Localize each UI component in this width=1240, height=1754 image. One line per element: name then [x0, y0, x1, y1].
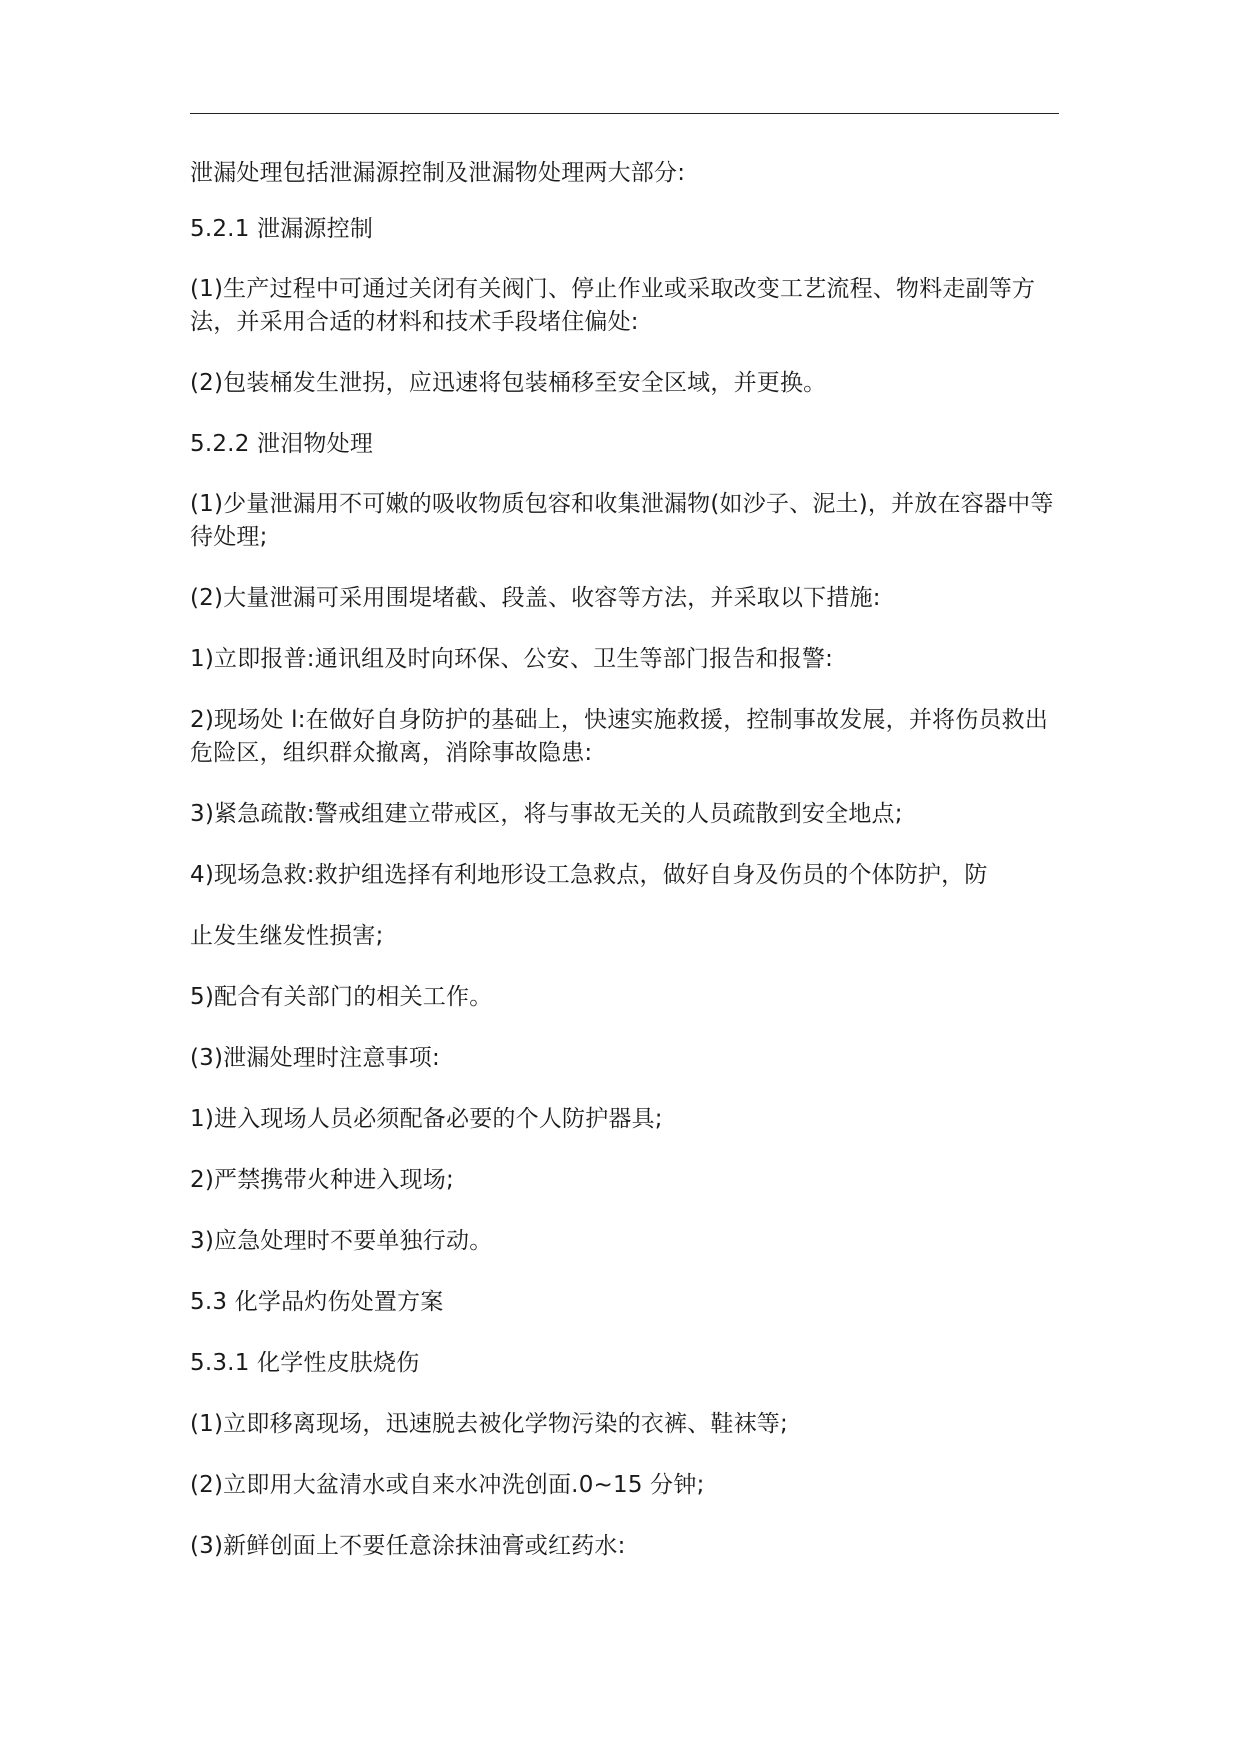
list-item-alarm: 1)立即报普:通讯组及时向环保、公安、卫生等部门报告和报警: — [190, 646, 834, 672]
paragraph-intro: 泄漏处理包括泄漏源控制及泄漏物处理两大部分: — [190, 160, 686, 186]
list-item-no-fire: 2)严禁携带火种进入现场; — [190, 1167, 454, 1193]
paragraph-leak-large: (2)大量泄漏可采用围堤堵截、段盖、收容等方法，并采取以下措施: — [190, 585, 881, 611]
list-item-onsite: 2)现场处 l:在做好自身防护的基础上，快速实施救援，控制事故发展，并将伤员救出危险区，组织群众撤离，消除事故隐患: — [190, 707, 1049, 766]
header-rule — [190, 113, 1059, 114]
heading-5-3-1: 5.3.1 化学性皮肤烧伤 — [190, 1350, 420, 1376]
list-item-protective-gear: 1)进入现场人员必须配备必要的个人防护器具; — [190, 1106, 663, 1132]
list-item-first-aid: 4)现场急救:救护组选择有利地形设工急救点，做好自身及伤员的个体防护，防 — [190, 862, 988, 888]
list-item-first-aid-cont: 止发生继发性损害; — [190, 923, 384, 949]
paragraph-leak-small: (1)少量泄漏用不可嫩的吸收物质包容和收集泄漏物(如沙子、泥土)，并放在容器中等待处理; — [190, 491, 1054, 550]
heading-5-3: 5.3 化学品灼伤处置方案 — [190, 1289, 444, 1315]
list-item-remove-clothing: (1)立即移离现场，迅速脱去被化学物污染的衣裤、鞋袜等; — [190, 1411, 788, 1437]
list-item-cooperate: 5)配合有关部门的相关工作。 — [190, 984, 493, 1010]
heading-5-2-2: 5.2.2 泄泪物处理 — [190, 431, 374, 457]
heading-5-2-1: 5.2.1 泄漏源控制 — [190, 216, 374, 242]
paragraph-source-control-1: (1)生产过程中可通过关闭有关阀门、停止作业或采取改变工艺流程、物料走副等方法，并采用合适的材料和技术手段堵住偏处: — [190, 276, 1036, 335]
list-item-not-alone: 3)应急处理时不要单独行动。 — [190, 1228, 493, 1254]
document-body — [190, 157, 1059, 1563]
list-item-evacuation: 3)紧急疏散:警戒组建立带戒区，将与事故无关的人员疏散到安全地点; — [190, 801, 903, 827]
list-item-rinse: (2)立即用大盆清水或自来水冲洗创面.0~15 分钟; — [190, 1472, 705, 1498]
paragraph-precautions: (3)泄漏处理时注意事项: — [190, 1045, 440, 1071]
list-item-no-ointment: (3)新鲜创面上不要任意涂抹油膏或红药水: — [190, 1533, 626, 1559]
paragraph-source-control-2: (2)包装桶发生泄拐，应迅速将包装桶移至安全区域，并更换。 — [190, 370, 827, 396]
